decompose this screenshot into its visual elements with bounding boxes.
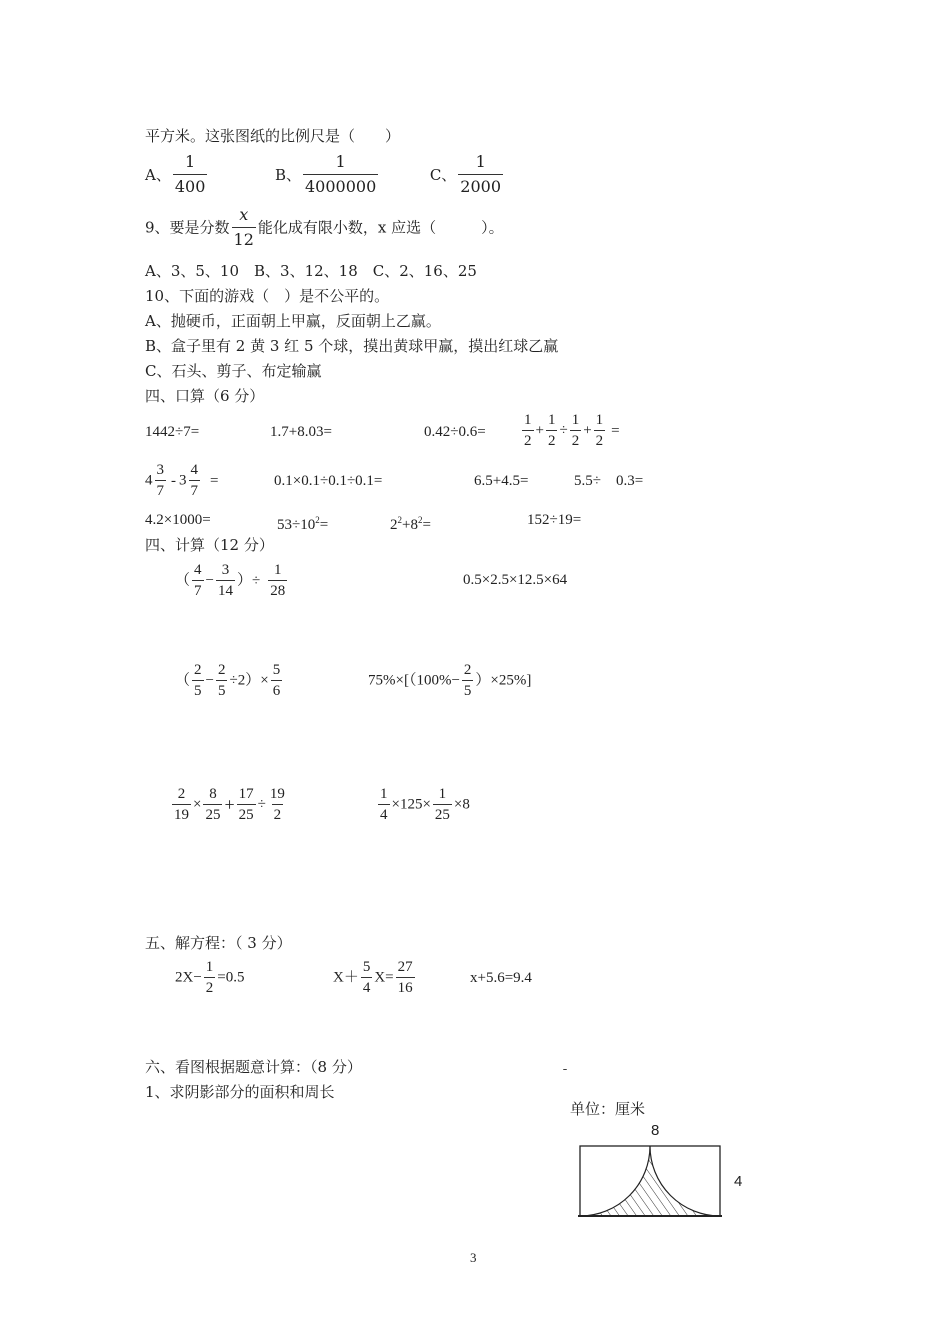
q10-option-c: C、石头、剪子、布定输赢 xyxy=(145,362,322,380)
oral-r1c1: 1442÷7= xyxy=(145,424,200,440)
figure-height-label: 4 xyxy=(734,1173,743,1190)
calc-expr-5: $\frac{2}{19}$ × $\frac{8}{25}$ + $\frac{17}{25}$ ÷ $\frac{19}{2}$ xyxy=(174,786,285,823)
unit-label: 单位：厘米 xyxy=(570,1100,646,1118)
q8-b-label: B、 xyxy=(274,165,301,184)
oral-r3c1: 4.2×1000= xyxy=(145,512,211,528)
oral-r3c3: $2^2+8^2=$ xyxy=(390,515,431,533)
oral-r1c4: $\frac{1}{2}$ + $\frac{1}{2}$ ÷ $\frac{1}{2}$ + $\frac{1}{2}$ = xyxy=(524,412,620,449)
q8-a-fraction: $\frac{1}{400}$ xyxy=(173,150,208,199)
q8-b-fraction: $\frac{1}{4000000}$ xyxy=(303,150,378,199)
q9-fraction: $\frac{x}{12}$ xyxy=(232,203,256,252)
q8-c-fraction: $\frac{1}{2000}$ xyxy=(458,150,503,199)
oral-r2c3: 6.5+4.5= xyxy=(474,473,529,489)
q10-option-b: B、盒子里有 2 黄 3 红 5 个球，摸出黄球甲赢，摸出红球乙赢 xyxy=(145,337,559,355)
equation-1: 2X− $\frac{1}{2}$ =0.5 xyxy=(175,959,245,996)
oral-r2c4: 5.5÷ 0.3= xyxy=(574,473,644,489)
q9-options: A、3、5、10 B、3、12、18 C、2、16、25 xyxy=(145,262,477,280)
calc-expr-6: $\frac{1}{4}$ ×125× $\frac{1}{25}$ ×8 xyxy=(380,786,470,823)
q8-c-label: C、 xyxy=(429,165,457,184)
q10-stem: 10、下面的游戏（ ）是不公平的。 xyxy=(145,287,390,305)
equation-2: X＋ $\frac{5}{4}$ X= $\frac{27}{16}$ xyxy=(333,959,413,996)
oral-r1c2: 1.7+8.03= xyxy=(270,424,332,440)
oral-r3c4: 152÷19= xyxy=(527,512,582,528)
calc-expr-2: 0.5×2.5×12.5×64 xyxy=(463,572,568,588)
calc-expr-4: 75%×[（100%− $\frac{2}{5}$ ）×25%] xyxy=(368,662,532,699)
section6-question-1: 1、求阴影部分的面积和周长 xyxy=(145,1083,335,1101)
oral-r3c2: $53\div 10^2=$ xyxy=(277,515,329,533)
equations-heading: 五、解方程：（ 3 分） xyxy=(145,934,292,952)
oral-heading: 四、口算（6 分） xyxy=(145,387,265,405)
shaded-area-figure xyxy=(576,1142,724,1222)
q8-options xyxy=(145,150,505,199)
q8-tail: 平方米。这张图纸的比例尺是（ ） xyxy=(145,127,401,145)
oral-r1c3: 0.42÷0.6= xyxy=(424,424,486,440)
section6-heading: 六、看图根据题意计算：（8 分） xyxy=(145,1058,362,1076)
calc-expr-3: （ $\frac{2}{5}$ − $\frac{2}{5}$ ÷2）× $\frac{5}{6}$ xyxy=(175,662,281,699)
q9-stem: 9、要是分数 $\frac{x}{12}$ 能化成有限小数，x 应选（ ）。 xyxy=(145,203,504,252)
page-number: 3 xyxy=(470,1250,477,1265)
q10-option-a: A、抛硬币，正面朝上甲赢，反面朝上乙赢。 xyxy=(145,312,441,330)
q8-a-label: A、 xyxy=(145,165,171,184)
equation-3: x+5.6=9.4 xyxy=(470,970,532,986)
stray-mark: ˉ xyxy=(562,1067,568,1081)
oral-r2c2: 0.1×0.1÷0.1÷0.1= xyxy=(274,473,383,489)
figure-width-label: 8 xyxy=(651,1122,660,1139)
calc-expr-1: （ $\frac{4}{7}$ − $\frac{3}{14}$ ）÷ $\frac{1}{28}$ xyxy=(175,562,286,599)
shaded-region xyxy=(580,1146,720,1216)
oral-r2c1: 4 $\frac{3}{7}$ - 3 $\frac{4}{7}$ = xyxy=(145,462,219,499)
calc-heading: 四、计算（12 分） xyxy=(145,536,274,554)
